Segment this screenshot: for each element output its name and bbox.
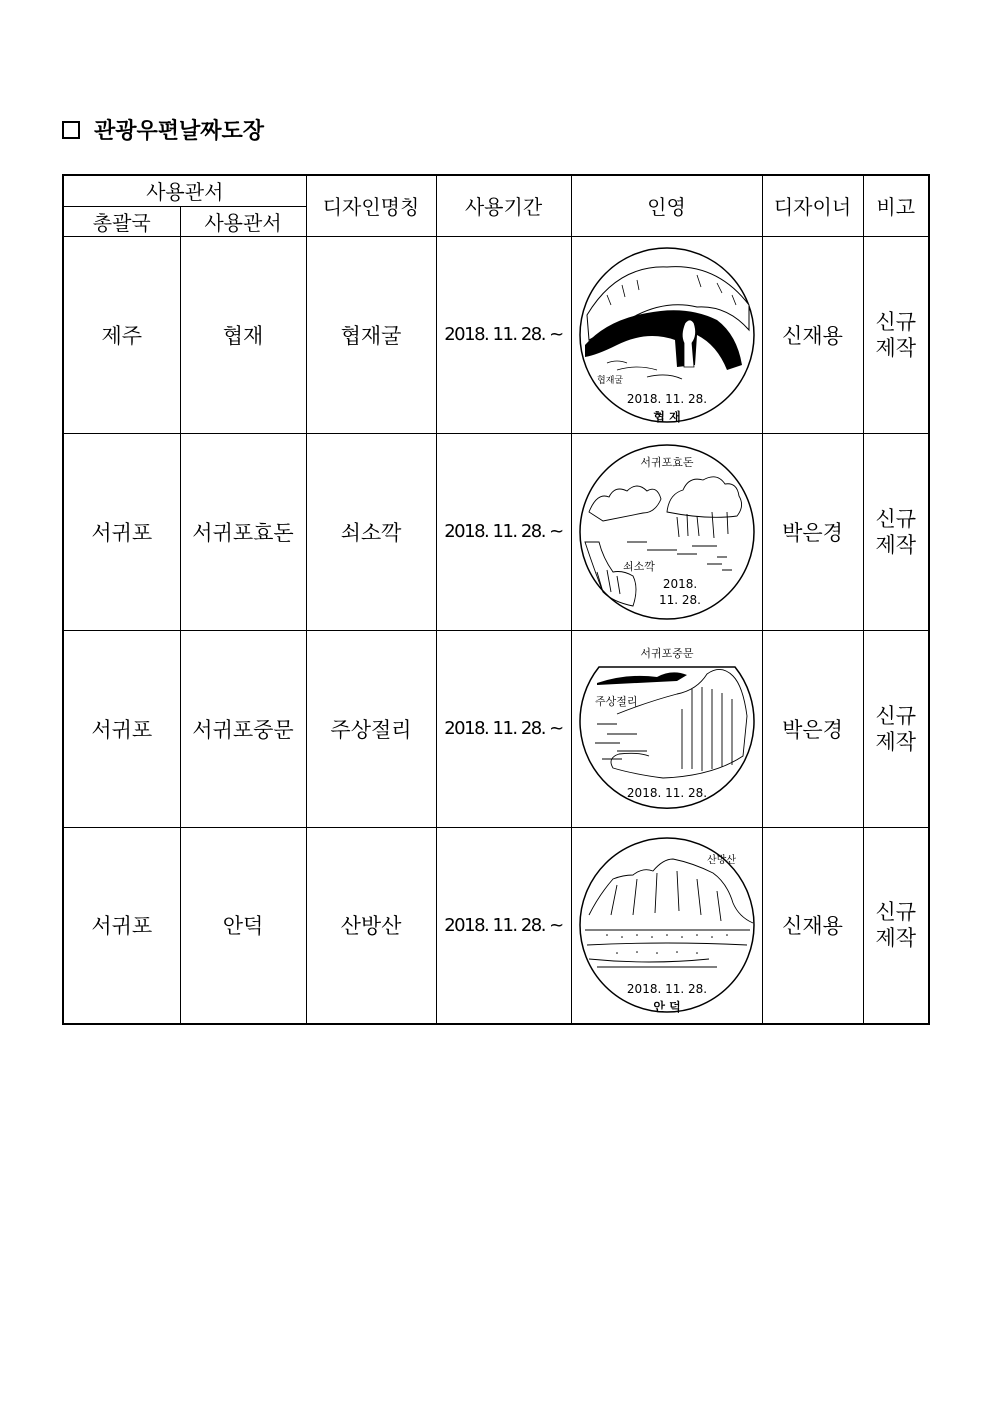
imprint-cell <box>571 236 762 433</box>
designer-cell: 신재용 <box>762 236 863 433</box>
header-office: 사용관서 <box>180 206 306 236</box>
office-cell: 서귀포효돈 <box>180 433 306 630</box>
stamp-date: 2018. 11. 28. <box>626 785 707 800</box>
head-office-cell: 서귀포 <box>63 433 180 630</box>
mountain-postmark-image <box>577 835 757 1015</box>
period-cell: 2018. 11. 28. ~ <box>436 433 571 630</box>
remarks-cell <box>863 630 929 827</box>
stamp-date: 2018. 11. 28. <box>626 391 707 406</box>
designer-cell: 박은경 <box>762 630 863 827</box>
header-head-office: 총괄국 <box>63 206 180 236</box>
remarks-cell <box>863 236 929 433</box>
cliffs-postmark-image <box>577 639 757 819</box>
stamp-date: 11. 28. <box>658 592 701 607</box>
office-cell: 서귀포중문 <box>180 630 306 827</box>
cave-postmark-image <box>577 245 757 425</box>
remarks-cell <box>863 433 929 630</box>
period-cell: 2018. 11. 28. ~ <box>436 630 571 827</box>
period-cell: 2018. 11. 28. ~ <box>436 827 571 1024</box>
remarks-cell <box>863 827 929 1024</box>
remarks-line: 신규 <box>875 900 917 925</box>
office-cell: 안덕 <box>180 827 306 1024</box>
header-designer: 디자이너 <box>762 175 863 236</box>
stamp-label: 산방산 <box>706 855 736 867</box>
header-office-group: 사용관서 <box>63 175 306 206</box>
stamp-label: 쇠소깍 <box>622 559 655 573</box>
design-name-cell: 쇠소깍 <box>306 433 436 630</box>
header-period: 사용기간 <box>436 175 571 236</box>
empty-square-icon <box>62 121 80 139</box>
head-office-cell: 서귀포 <box>63 827 180 1024</box>
stamp-office: 안 덕 <box>652 1000 681 1015</box>
designer-cell: 신재용 <box>762 827 863 1024</box>
header-remarks: 비고 <box>863 175 929 236</box>
imprint-cell <box>571 433 762 630</box>
stamp-date: 2018. <box>662 576 697 591</box>
section-title <box>62 114 264 145</box>
remarks-line: 제작 <box>875 926 917 951</box>
period-cell: 2018. 11. 28. ~ <box>436 236 571 433</box>
design-name-cell: 주상절리 <box>306 630 436 827</box>
remarks-line: 제작 <box>875 335 917 360</box>
remarks-line: 신규 <box>875 703 917 728</box>
design-name-cell: 협재굴 <box>306 236 436 433</box>
table-row <box>63 236 929 433</box>
remarks-line: 신규 <box>875 309 917 334</box>
river-postmark-image <box>577 442 757 622</box>
table-row <box>63 630 929 827</box>
stamp-office: 협 재 <box>652 409 681 424</box>
imprint-cell <box>571 827 762 1024</box>
header-imprint: 인영 <box>571 175 762 236</box>
head-office-cell: 제주 <box>63 236 180 433</box>
office-cell: 협재 <box>180 236 306 433</box>
stamp-label: 주상절리 <box>594 694 638 708</box>
imprint-cell <box>571 630 762 827</box>
head-office-cell: 서귀포 <box>63 630 180 827</box>
stamp-label: 협재굴 <box>596 375 623 386</box>
designer-cell: 박은경 <box>762 433 863 630</box>
design-name-cell: 산방산 <box>306 827 436 1024</box>
stamp-date: 2018. 11. 28. <box>626 982 707 997</box>
table-row <box>63 433 929 630</box>
table-row <box>63 827 929 1024</box>
header-design-name: 디자인명칭 <box>306 175 436 236</box>
section-title-text: 관광우편날짜도장 <box>94 118 265 144</box>
stamp-office: 서귀포중문 <box>639 646 694 660</box>
remarks-line: 제작 <box>875 729 917 754</box>
remarks-line: 신규 <box>875 506 917 531</box>
remarks-line: 제작 <box>875 532 917 557</box>
postmark-table <box>62 174 930 1025</box>
stamp-office: 서귀포효돈 <box>639 455 694 469</box>
